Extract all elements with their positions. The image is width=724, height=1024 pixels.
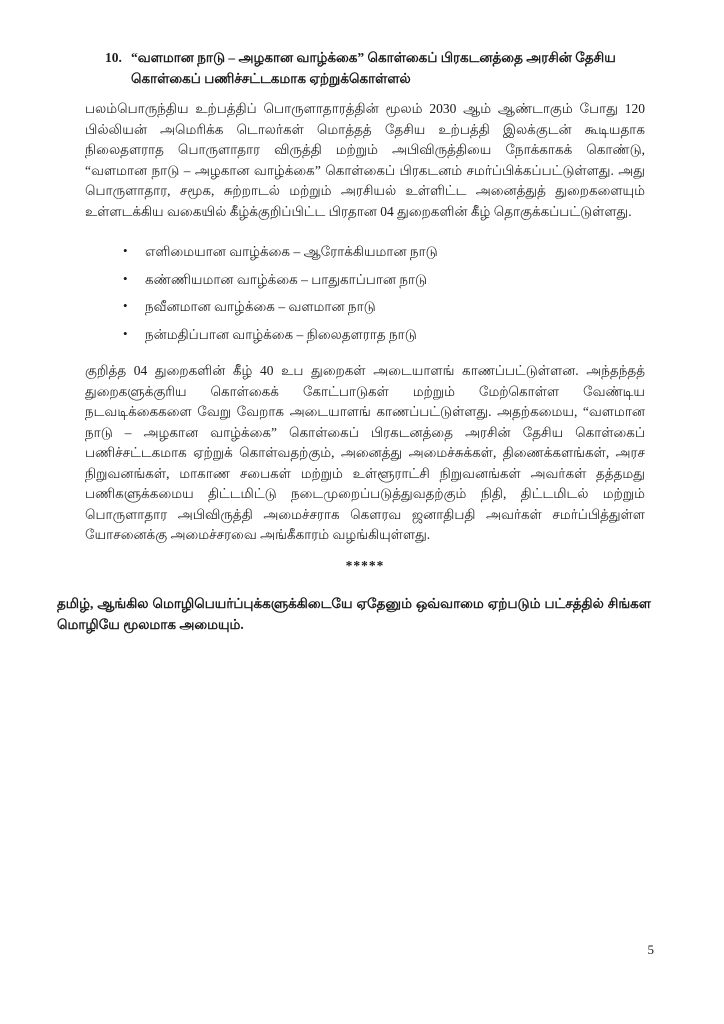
section-title: “வளமான நாடு – அழகான வாழ்க்கை” கொள்கைப் பிரகடனத்தை அரசின் தேசிய கொள்கைப் பணிச்சட்டகமாக ஏற்றுக்கொள்ளல்	[131, 50, 616, 86]
separator-asterisks: *****	[345, 557, 385, 573]
list-item-text: கண்ணியமான வாழ்க்கை – பாதுகாப்பான நாடு	[145, 271, 428, 287]
paragraph-1: பலம்பொருந்திய உற்பத்திப் பொருளாதாரத்தின் மூலம் 2030 ஆம் ஆண்டாகும் போது 120 பில்லியன் அமெரிக்க டொலர்கள் மொத்தத் தேசிய உற்பத்தி இலக்குடன் கூடியதாக நிலைதளராத பொருளாதார விருத்தி மற்றும் அபிவிருத்தியை நோக்காகக் கொண்டு, “வளமான நாடு – அழகான வாழ்க்கை” கொள்கைப் பிரகடனம் சமர்ப்பிக்கப்பட்டுள்ளது. அது பொருளாதார, சமூக, சுற்றாடல் மற்றும் அரசியல் உள்ளிட்ட அனைத்துத் துறைகளையும் உள்ளடக்கிய வகையில் கீழ்க்குறிப்பிட்ட பிரதான 04 துறைகளின் கீழ் தொகுக்கப்பட்டுள்ளது.	[85, 101, 645, 219]
bullet-icon: •	[123, 298, 128, 314]
list-item-text: நன்மதிப்பான வாழ்க்கை – நிலைதளராத நாடு	[145, 326, 417, 342]
list-item	[123, 325, 645, 346]
list-item	[123, 270, 645, 291]
list-item	[123, 297, 645, 318]
bullet-icon: •	[123, 325, 128, 341]
list-item-text: எளிமையான வாழ்க்கை – ஆரோக்கியமான நாடு	[145, 244, 438, 260]
list-item	[123, 242, 645, 263]
list-item-text: நவீனமான வாழ்க்கை – வளமான நாடு	[145, 299, 376, 315]
section-heading	[105, 48, 645, 89]
page-number: 5	[647, 942, 654, 957]
bullet-list	[85, 242, 645, 345]
footer-note: தமிழ், ஆங்கில மொழிபெயர்ப்புக்களுக்கிடையே ஏதேனும் ஒவ்வாமை ஏற்படும் பட்சத்தில் சிங்கள மொழியே மூலமாக அமையும்.	[57, 596, 651, 632]
bullet-icon: •	[123, 243, 128, 259]
paragraph-2: குறித்த 04 துறைகளின் கீழ் 40 உப துறைகள் அடையாளங் காணப்பட்டுள்ளன. அந்தந்தத் துறைகளுக்குரிய கொள்கைக் கோட்பாடுகள் மற்றும் மேற்கொள்ள வேண்டிய நடவடிக்கைகளை வேறு வேறாக அடையாளங் காணப்பட்டுள்ளது. அதற்கமைய, “வளமான நாடு – அழகான வாழ்க்கை” கொள்கைப் பிரகடனத்தை அரசின் தேசிய கொள்கைப் பணிச்சட்டகமாக ஏற்றுக் கொள்வதற்கும், அனைத்து அமைச்சுக்கள், திணைக்களங்கள், அரச நிறுவனங்கள், மாகாண சபைகள் மற்றும் உள்ளூராட்சி நிறுவனங்கள் அவர்கள் தத்தமது பணிகளுக்கமைய திட்டமிட்டு நடைமுறைப்படுத்துவதற்கும் நிதி, திட்டமிடல் மற்றும் பொருளாதார அபிவிருத்தி அமைச்சராக கௌரவ ஜனாதிபதி அவர்கள் சமர்ப்பித்துள்ள யோசனைக்கு அமைச்சரவை அங்கீகாரம் வழங்கியுள்ளது.	[85, 363, 645, 543]
section-number: 10.	[105, 50, 122, 65]
bullet-icon: •	[123, 270, 128, 286]
